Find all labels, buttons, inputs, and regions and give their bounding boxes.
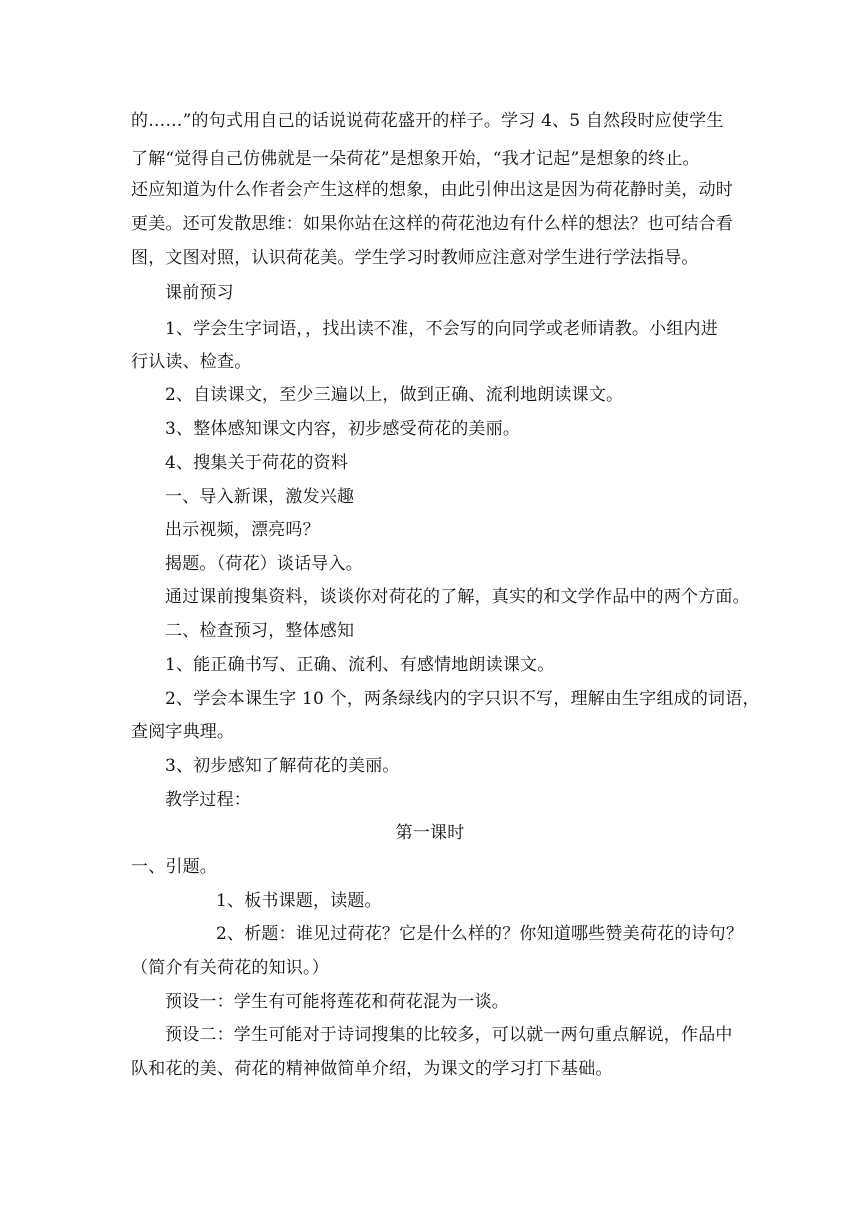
list-item: 3、初步感知了解荷花的美丽。	[165, 756, 400, 776]
list-item: 2、学会本课生字 10 个，两条绿线内的字只识不写，理解由生字组成的词语，	[165, 689, 760, 709]
paragraph-line: 揭题。（荷花）谈话导入。	[165, 554, 363, 574]
paragraph-line: 了解“觉得自己仿佛就是一朵荷花”是想象开始，“我才记起”是想象的终止。	[131, 149, 700, 169]
paragraph-line: 通过课前搜集资料，谈谈你对荷花的了解，真实的和文学作品中的两个方面。	[165, 587, 750, 607]
paragraph-line: 的……”的句式用自己的话说说荷花盛开的样子。学习 4、5 自然段时应使学生	[131, 111, 724, 131]
list-item: 1、板书课题，读题。	[216, 891, 382, 911]
section-heading: 一、引题。	[131, 857, 217, 877]
section-heading: 二、检查预习，整体感知	[165, 621, 355, 641]
paragraph-line: 预设二：学生可能对于诗词搜集的比较多，可以就一两句重点解说，作品中	[165, 1025, 733, 1045]
paragraph-line: 预设一：学生有可能将莲花和荷花混为一谈。	[165, 992, 509, 1012]
list-item: 1、能正确书写、正确、流利、有感情地朗读课文。	[165, 655, 555, 675]
list-item: （简介有关荷花的知识。）	[131, 958, 329, 978]
paragraph-line: 队和花的美、荷花的精神做简单介绍，为课文的学习打下基础。	[131, 1059, 613, 1079]
section-heading: 一、导入新课，激发兴趣	[165, 487, 355, 507]
list-item: 4、搜集关于荷花的资料	[165, 453, 349, 473]
lesson-title: 第一课时	[395, 823, 465, 843]
paragraph-line: 图，文图对照，认识荷花美。学生学习时教师应注意对学生进行学法指导。	[131, 248, 699, 268]
section-heading: 教学过程：	[165, 790, 251, 810]
paragraph-line: 出示视频，漂亮吗？	[165, 520, 320, 540]
list-item: 行认读、检查。	[131, 352, 252, 372]
paragraph-line: 还应知道为什么作者会产生这样的想象，由此引伸出这是因为荷花静时美，动时	[131, 180, 733, 200]
list-item: 2、析题：谁见过荷花？它是什么样的？你知道哪些赞美荷花的诗句？	[216, 924, 744, 944]
list-item: 1、学会生字词语，，找出读不准，不会写的向同学或老师请教。小组内进	[165, 319, 718, 339]
list-item: 2、自读课文，至少三遍以上，做到正确、流利地朗读课文。	[165, 385, 624, 405]
list-item: 查阅字典理。	[131, 722, 235, 742]
list-item: 3、整体感知课文内容，初步感受荷花的美丽。	[165, 419, 521, 439]
paragraph-line: 更美。还可发散思维：如果你站在这样的荷花池边有什么样的想法？也可结合看	[131, 214, 733, 234]
section-heading: 课前预习	[165, 283, 234, 303]
